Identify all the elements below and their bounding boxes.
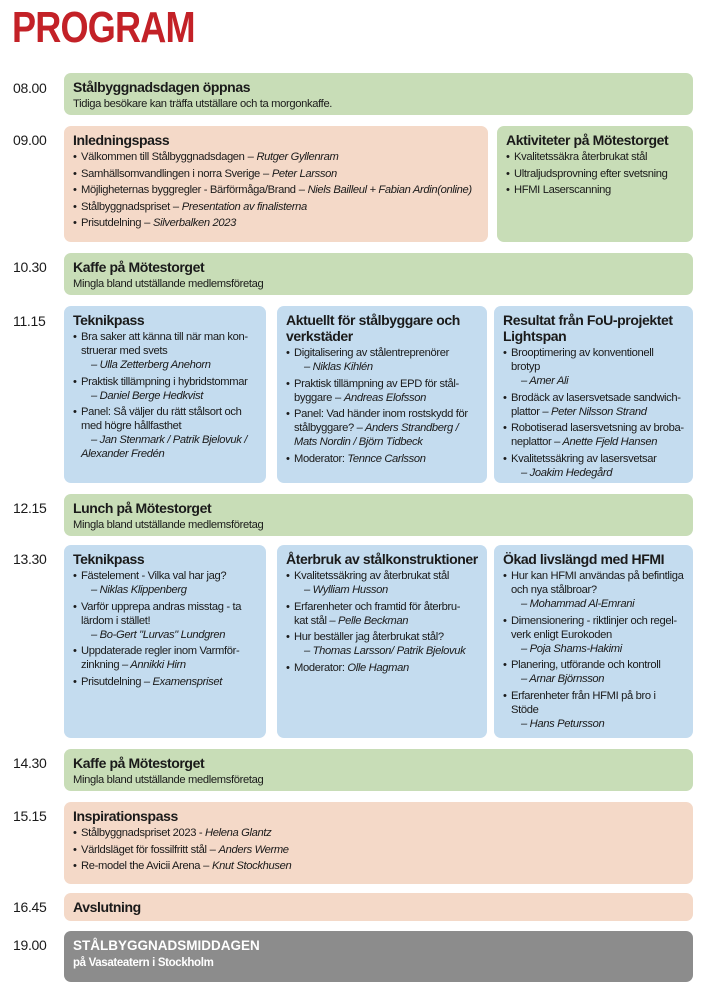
session-title: Ökad livslängd med HFMI <box>503 551 665 567</box>
list-item: • Moderator: Tennce Carlsson <box>286 452 478 466</box>
session-title: Avslutning <box>73 899 141 915</box>
page-title: PROGRAM <box>12 3 195 52</box>
time-1515: 15.15 <box>13 808 47 824</box>
list-item: • Samhällsomvandlingen i norra Sverige – Peter Larsson <box>73 167 479 181</box>
list-item: • Ultraljudsprovning efter svetsning <box>506 167 684 181</box>
time-1430: 14.30 <box>13 755 47 771</box>
list-item: • Erfarenheter från HFMI på bro i Stöde – Hans Petursson <box>503 689 684 731</box>
session-1900-middag <box>64 931 693 982</box>
time-0800: 08.00 <box>13 80 47 96</box>
list-item: • Bra saker att känna till när man kon- struerar med svets – Ulla Zetterberg Anehorn <box>73 330 257 372</box>
time-1645: 16.45 <box>13 899 47 915</box>
time-1030: 10.30 <box>13 259 47 275</box>
list-item: • Stålbyggnadspriset – Presentation av finalisterna <box>73 200 479 214</box>
session-0900-inledningspass <box>64 126 488 242</box>
session-1115-teknikpass <box>64 306 266 483</box>
session-title: Teknikpass <box>73 551 145 567</box>
list-item: • Hur kan HFMI användas på befintliga och nya stålbroar? – Mohammad Al-Emrani <box>503 569 684 611</box>
list-item: • Välkommen till Stålbyggnadsdagen – Rutger Gyllenram <box>73 150 479 164</box>
session-0900-aktiviteter <box>497 126 693 242</box>
list-item: • Digitalisering av stålentreprenörer – Niklas Kihlén <box>286 346 478 374</box>
list-item: • Brodäck av lasersvetsade sandwich- plattor – Peter Nilsson Strand <box>503 391 684 419</box>
list-item: • Moderator: Olle Hagman <box>286 661 478 675</box>
session-title: Lunch på Mötestorget <box>73 500 212 516</box>
session-subtitle: på Vasateatern i Stockholm <box>73 957 214 969</box>
list-item: • Kvalitetssäkra återbrukat stål <box>506 150 684 164</box>
session-title: Stålbyggnadsdagen öppnas <box>73 79 251 95</box>
time-1900: 19.00 <box>13 937 47 953</box>
list-item: • Hur beställer jag återbrukat stål? – Thomas Larsson/ Patrik Bjelovuk <box>286 630 478 658</box>
session-title: Resultat från FoU-projektet Lightspan <box>503 312 673 344</box>
list-item: • Dimensionering - riktlinjer och regel- verk enligt Eurokoden – Poja Shams-Hakimi <box>503 614 684 656</box>
session-title: Aktuellt för stålbyggare och verkstäder <box>286 312 460 344</box>
list-item: • Re-model the Avicii Arena – Knut Stockhusen <box>73 859 684 873</box>
list-item: • Prisutdelning – Examenspriset <box>73 675 257 689</box>
session-subtitle: Mingla bland utställande medlemsföretag <box>73 519 264 531</box>
list-item: • Stålbyggnadspriset 2023 - Helena Glantz <box>73 826 684 840</box>
session-title: Inledningspass <box>73 132 170 148</box>
session-title: Kaffe på Mötestorget <box>73 259 205 275</box>
session-1515-inspirationspass <box>64 802 693 884</box>
list-item: • Praktisk tillämpning av EPD för stål- byggare – Andreas Elofsson <box>286 377 478 405</box>
list-item: • Uppdaterade regler inom Varmför- zinkning – Annikki Hirn <box>73 644 257 672</box>
list-item: • Praktisk tillämpning i hybridstommar – Daniel Berge Hedkvist <box>73 375 257 403</box>
list-item: • Kvalitetssäkring av återbrukat stål – Wylliam Husson <box>286 569 478 597</box>
list-item: • Kvalitetssäkring av lasersvetsar – Joakim Hedegård <box>503 452 684 480</box>
time-1115: 11.15 <box>13 313 46 329</box>
session-subtitle: Tidiga besökare kan träffa utställare och ta morgonkaffe. <box>73 98 333 110</box>
list-item: • Varför upprepa andras misstag - ta lärdom i stället! – Bo-Gert "Lurvas" Lundgren <box>73 600 257 642</box>
session-title: Kaffe på Mötestorget <box>73 755 205 771</box>
list-item: • Prisutdelning – Silverbalken 2023 <box>73 216 479 230</box>
list-item: • Världsläget för fossilfritt stål – Anders Werme <box>73 843 684 857</box>
time-1215: 12.15 <box>13 500 47 516</box>
session-1115-lightspan <box>494 306 693 483</box>
list-item: • Robotiserad lasersvetsning av broba- neplattor – Anette Fjeld Hansen <box>503 421 684 449</box>
session-1645-avslutning <box>64 893 693 921</box>
session-1030 <box>64 253 693 295</box>
list-item: • Fästelement - Vilka val har jag? – Niklas Klippenberg <box>73 569 257 597</box>
session-1430 <box>64 749 693 791</box>
session-title: STÅLBYGGNADSMIDDAGEN <box>73 938 260 953</box>
list-item: • Planering, utförande och kontroll – Arnar Björnsson <box>503 658 684 686</box>
session-title: Teknikpass <box>73 312 145 328</box>
time-1330: 13.30 <box>13 551 47 567</box>
session-title: Aktiviteter på Mötestorget <box>506 132 669 148</box>
session-title: Återbruk av stålkonstruktioner <box>286 551 478 567</box>
time-0900: 09.00 <box>13 132 47 148</box>
list-item: • HFMI Laserscanning <box>506 183 684 197</box>
list-item: • Erfarenheter och framtid för återbru- kat stål – Pelle Beckman <box>286 600 478 628</box>
session-1215 <box>64 494 693 536</box>
session-1330-hfmi <box>494 545 693 738</box>
session-1330-teknikpass <box>64 545 266 738</box>
session-title: Inspirationspass <box>73 808 178 824</box>
session-1330-aterbruk <box>277 545 487 738</box>
session-1115-aktuellt <box>277 306 487 483</box>
session-0800 <box>64 73 693 115</box>
session-subtitle: Mingla bland utställande medlemsföretag <box>73 774 264 786</box>
session-subtitle: Mingla bland utställande medlemsföretag <box>73 278 264 290</box>
list-item: • Möjligheternas byggregler - Bärförmåga/Brand – Niels Bailleul + Fabian Ardin(online) <box>73 183 479 197</box>
list-item: • Panel: Vad händer inom rostskydd för stålbyggare? – Anders Strandberg / Mats Nordin / Björn Tidbeck <box>286 407 478 449</box>
list-item: • Panel: Så väljer du rätt stålsort och med högre hållfasthet – Jan Stenmark / Patrik Bjelovuk / Alexander Fredén <box>73 405 257 461</box>
list-item: • Brooptimering av konventionell brotyp – Amer Ali <box>503 346 684 388</box>
